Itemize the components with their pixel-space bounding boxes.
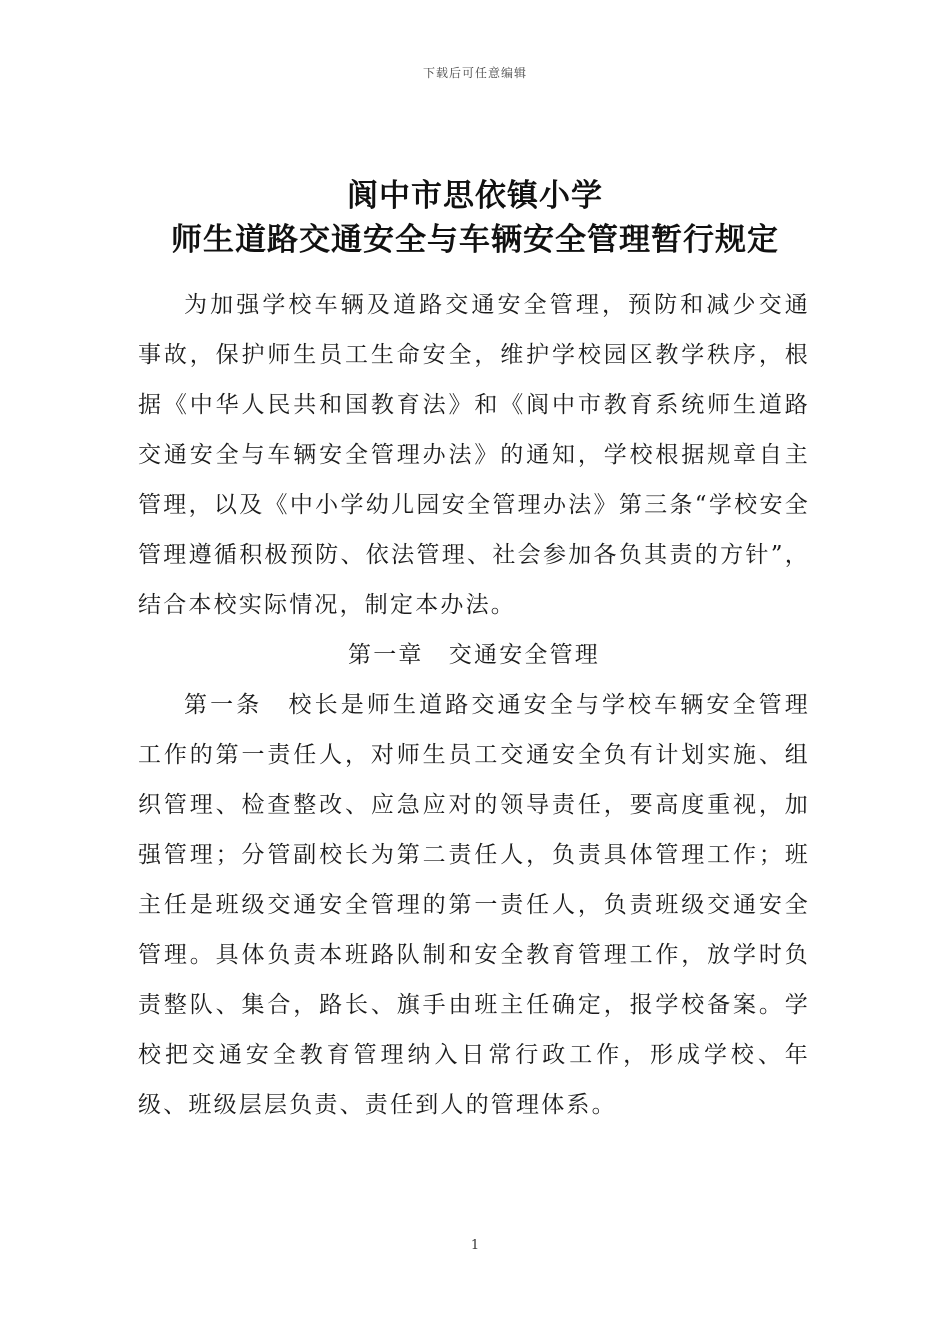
document-body (138, 280, 810, 1130)
chapter-heading: 第一章 交通安全管理 (348, 642, 600, 668)
page-header-note: 下载后可任意编辑 (422, 66, 527, 80)
title-line-1: 阆中市思依镇小学 (347, 178, 603, 214)
intro-paragraph: 为加强学校车辆及道路交通安全管理，预防和减少交通事故，保护师生员工生命安全，维护学校园区教学秩序，根据《中华人民共和国教育法》和《阆中市教育系统师生道路交通安全与车辆安全管理办法》的通知，学校根据规章自主管理，以及《中小学幼儿园安全管理办法》第三条“学校安全管理遵循积极预防、依法管理、社会参加各负其责的方针”，结合本校实际情况，制定本办法。 (138, 292, 810, 618)
article-paragraph: 第一条 校长是师生道路交通安全与学校车辆安全管理工作的第一责任人，对师生员工交通安全负有计划实施、组织管理、检查整改、应急应对的领导责任，要高度重视，加强管理；分管副校长为第二责任人，负责具体管理工作；班主任是班级交通安全管理的第一责任人，负责班级交通安全管理。具体负责本班路队制和安全教育管理工作，放学时负责整队、集合，路长、旗手由班主任确定，报学校备案。学校把交通安全教育管理纳入日常行政工作，形成学校、年级、班级层层负责、责任到人的管理体系。 (138, 692, 810, 1118)
title-line-2: 师生道路交通安全与车辆安全管理暂行规定 (171, 222, 779, 258)
document-title (0, 174, 950, 262)
page-number: 1 (470, 1238, 480, 1253)
